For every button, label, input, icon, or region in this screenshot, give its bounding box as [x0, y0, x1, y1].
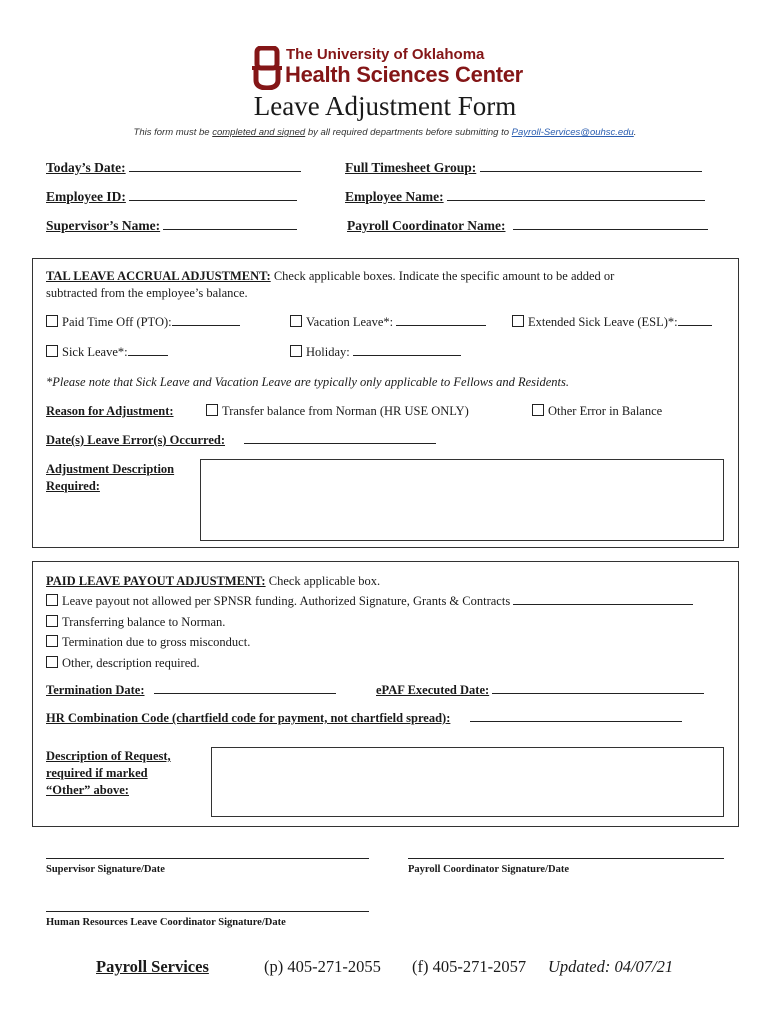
hr-combination-code-field[interactable]: HR Combination Code (chartfield code for payment, not chartfield spread): — [46, 711, 682, 726]
timesheet-group-field[interactable]: Full Timesheet Group: — [345, 160, 702, 176]
payout-option-spnsr[interactable]: Leave payout not allowed per SPNSR funding. Authorized Signature, Grants & Contracts — [46, 594, 693, 609]
holiday-checkbox[interactable]: Holiday: — [290, 345, 461, 360]
termination-date-field[interactable]: Termination Date: — [46, 683, 336, 698]
page-title: Leave Adjustment Form — [253, 91, 517, 121]
hr-signature-line[interactable] — [46, 911, 369, 912]
reason-label: Reason for Adjustment: — [46, 404, 174, 418]
dates-error-field[interactable]: Date(s) Leave Error(s) Occurred: — [46, 433, 436, 448]
sick-checkbox[interactable]: Sick Leave*: — [46, 345, 168, 360]
employee-id-field[interactable]: Employee ID: — [46, 189, 297, 205]
accrual-note: *Please note that Sick Leave and Vacation Leave are typically only applicable to Fellows and Residents. — [46, 375, 570, 389]
esl-checkbox[interactable]: Extended Sick Leave (ESL)*: — [512, 315, 712, 330]
payout-option-other[interactable]: Other, description required. — [46, 656, 200, 671]
payroll-signature-label: Payroll Coordinator Signature/Date — [408, 864, 569, 875]
payout-option-norman[interactable]: Transferring balance to Norman. — [46, 615, 225, 630]
pto-checkbox[interactable]: Paid Time Off (PTO): — [46, 315, 240, 330]
payroll-email-link[interactable]: Payroll-Services@ouhsc.edu — [511, 127, 634, 138]
supervisor-signature-line[interactable] — [46, 858, 369, 859]
university-name: The University of Oklahoma — [286, 46, 485, 63]
footer-updated: Updated: 04/07/21 — [548, 957, 674, 976]
reason-norman-checkbox[interactable]: Transfer balance from Norman (HR USE ONLY) — [206, 404, 469, 419]
vacation-checkbox[interactable]: Vacation Leave*: — [290, 315, 486, 330]
supervisor-signature-label: Supervisor Signature/Date — [46, 864, 165, 875]
center-name: Health Sciences Center — [285, 62, 523, 87]
footer-phone: (p) 405-271-2055 — [264, 957, 381, 976]
hr-signature-label: Human Resources Leave Coordinator Signature/Date — [46, 917, 286, 928]
supervisor-name-field[interactable]: Supervisor’s Name: — [46, 218, 297, 234]
epaf-date-field[interactable]: ePAF Executed Date: — [376, 683, 704, 698]
footer-fax: (f) 405-271-2057 — [412, 957, 527, 976]
reason-other-checkbox[interactable]: Other Error in Balance — [532, 404, 662, 419]
request-description-label: Description of Request, required if marked “Other” above: — [46, 749, 171, 797]
accrual-heading: TAL LEAVE ACCRUAL ADJUSTMENT: Check applicable boxes. Indicate the specific amount to be added or subtracted from the employee’s balance. — [46, 269, 615, 300]
instructions: This form must be completed and signed by all required departments before submitting to Payroll-Services@ouhsc.edu. — [133, 127, 637, 138]
payout-option-misconduct[interactable]: Termination due to gross misconduct. — [46, 635, 250, 650]
request-description-input[interactable] — [211, 747, 724, 817]
footer-dept: Payroll Services — [96, 957, 209, 976]
payroll-signature-line[interactable] — [408, 858, 724, 859]
adjustment-description-input[interactable] — [200, 459, 724, 541]
payroll-coordinator-field[interactable]: Payroll Coordinator Name: — [347, 218, 708, 234]
todays-date-field[interactable]: Today’s Date: — [46, 160, 301, 176]
employee-name-field[interactable]: Employee Name: — [345, 189, 705, 205]
ou-logo — [252, 46, 282, 90]
payout-heading: PAID LEAVE PAYOUT ADJUSTMENT: Check applicable box. — [46, 574, 381, 588]
adjustment-description-label: Adjustment Description Required: — [46, 462, 175, 493]
